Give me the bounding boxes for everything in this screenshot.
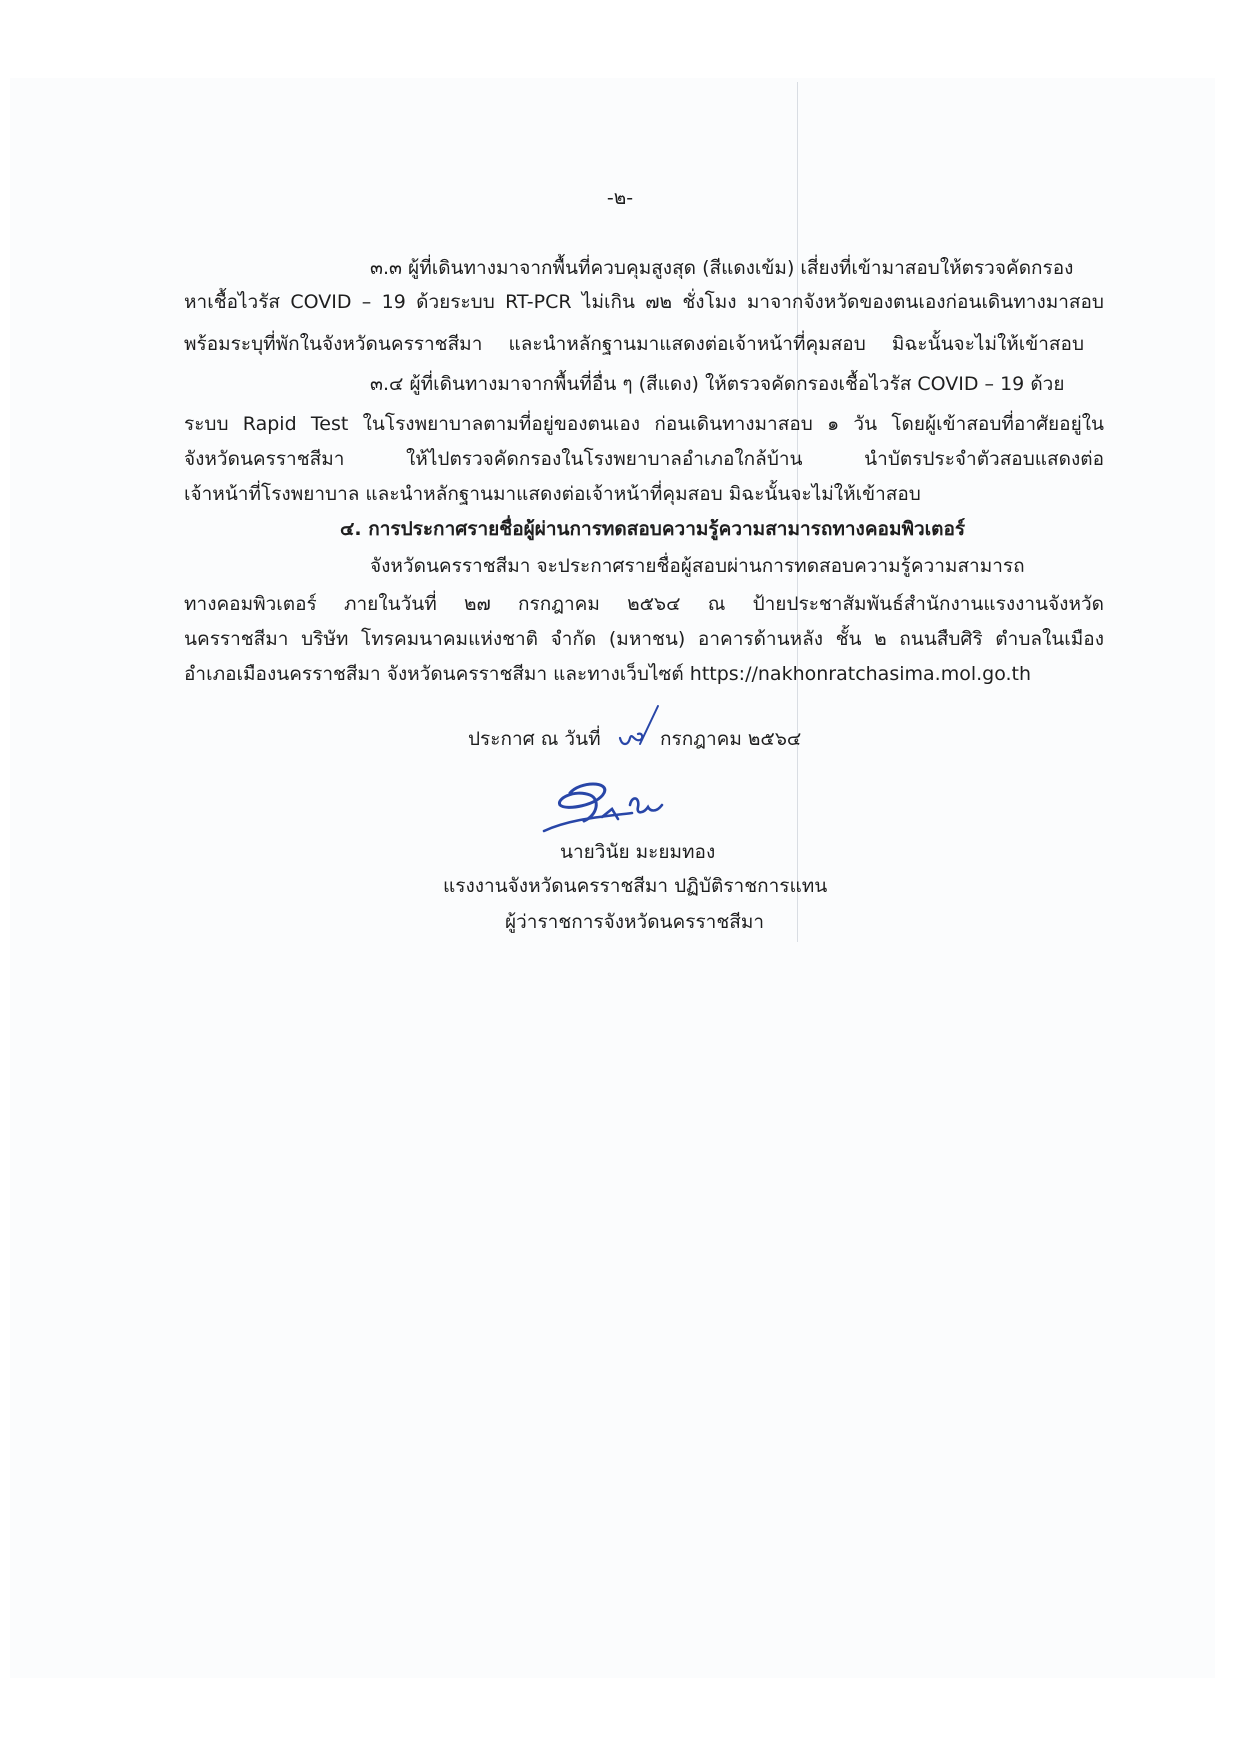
page-number: -๒- [606,187,634,209]
para-3-4-line-4: เจ้าหน้าที่โรงพยาบาล และนำหลักฐานมาแสดงต่อเจ้าหน้าที่คุมสอบ มิฉะนั้นจะไม่ให้เข้าสอบ [184,483,921,505]
section-4-line-1: จังหวัดนครราชสีมา จะประกาศรายชื่อผู้สอบผ่านการทดสอบความรู้ความสามารถ [370,555,1025,577]
para-3-3-line-3: พร้อมระบุที่พักในจังหวัดนครราชสีมา และนำหลักฐานมาแสดงต่อเจ้าหน้าที่คุมสอบ มิฉะนั้นจะไม่ให้เข้าสอบ [184,333,1084,355]
signatory-title: แรงงานจังหวัดนครราชสีมา ปฏิบัติราชการแทน [443,875,828,897]
signature-image [540,775,670,837]
signatory-on-behalf: ผู้ว่าราชการจังหวัดนครราชสีมา [505,911,765,933]
para-3-4-line-2: ระบบ Rapid Test ในโรงพยาบาลตามที่อยู่ของตนเอง ก่อนเดินทางมาสอบ ๑ วัน โดยผู้เข้าสอบที่อาศัยอยู่ใน [184,413,1104,435]
para-3-4-line-3: จังหวัดนครราชสีมา ให้ไปตรวจคัดกรองในโรงพยาบาลอำเภอใกล้บ้าน นำบัตรประจำตัวสอบแสดงต่อ [184,448,1104,470]
section-4-line-3: นครราชสีมา บริษัท โทรคมนาคมแห่งชาติ จำกัด (มหาชน) อาคารด้านหลัง ชั้น ๒ ถนนสืบศิริ ตำบลในเมือง [184,628,1104,650]
announcement-prefix: ประกาศ ณ วันที่ [468,728,601,750]
para-3-4-line-1: ๓.๔ ผู้ที่เดินทางมาจากพื้นที่อื่น ๆ (สีแดง) ให้ตรวจคัดกรองเชื้อไวรัส COVID – 19 ด้วย [370,373,1065,395]
section-4-line-4: อำเภอเมืองนครราชสีมา จังหวัดนครราชสีมา และทางเว็บไซต์ https://nakhonratchasima.mol.go.th [184,663,1032,685]
signatory-name: นายวินัย มะยมทอง [560,841,716,863]
section-4-line-2: ทางคอมพิวเตอร์ ภายในวันที่ ๒๗ กรกฎาคม ๒๕๖๔ ณ ป้ายประชาสัมพันธ์สำนักงานแรงงานจังหวัด [184,593,1104,615]
para-3-3-line-1: ๓.๓ ผู้ที่เดินทางมาจากพื้นที่ควบคุมสูงสุด (สีแดงเข้ม) เสี่ยงที่เข้ามาสอบให้ตรวจคัดกรอง [370,257,1074,279]
handwritten-day-mark [616,702,662,754]
para-3-3-line-2: หาเชื้อไวรัส COVID – 19 ด้วยระบบ RT-PCR ไม่เกิน ๗๒ ชั่งโมง มาจากจังหวัดของตนเองก่อนเดินทางมาสอบ [184,291,1104,313]
section-4-heading: ๔. การประกาศรายชื่อผู้ผ่านการทดสอบความรู้ความสามารถทางคอมพิวเตอร์ [340,518,966,540]
announcement-month-year: กรกฎาคม ๒๕๖๔ [660,728,802,750]
